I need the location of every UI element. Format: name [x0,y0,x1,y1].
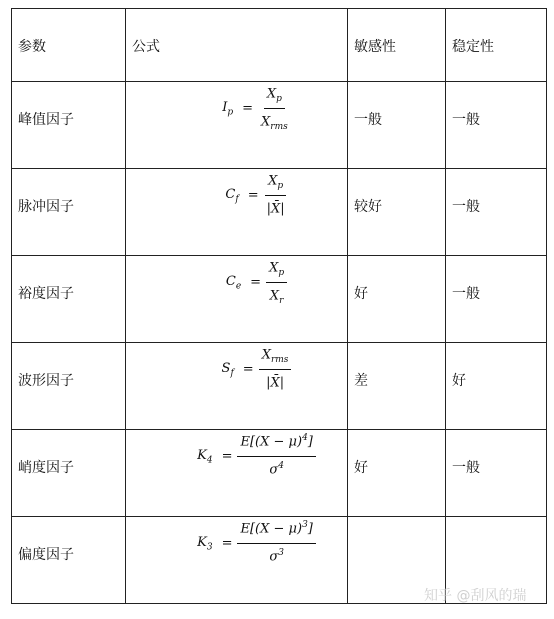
parameter-name-cell [12,256,126,343]
table-row [12,169,547,256]
formula [197,517,316,570]
sensitivity-cell [348,430,446,517]
numerator [237,517,315,544]
lhs-subscript: p [227,107,234,118]
denominator [264,196,288,222]
header-label: 敏感性 [354,39,396,55]
equals-sign: = [247,187,259,203]
denominator [266,544,287,570]
parameter-name: 峭度因子 [18,460,74,476]
formula-lhs [222,361,234,379]
numerator-superscript: 3 [302,520,308,530]
parameter-name-cell [12,82,126,169]
lhs-symbol: S [221,360,231,376]
lhs-symbol: C [225,273,236,289]
numerator-base: X [269,260,279,276]
parameter-name-cell [12,430,126,517]
header-row [12,9,547,82]
denominator-base: X [261,114,271,130]
equals-sign: = [221,448,233,464]
table-row [12,343,547,430]
watermark: 知乎 @刮风的瑞 [424,588,527,604]
denominator-subscript: r [279,295,284,306]
lhs-symbol: I [222,99,228,115]
formula [225,169,287,222]
denominator [258,109,291,135]
numerator [259,343,292,370]
numerator-subscript: rms [270,354,289,365]
sensitivity-value [348,517,445,546]
denominator [267,283,287,309]
formula-lhs [226,274,241,292]
fraction [264,169,288,222]
numerator [266,256,287,283]
fraction [237,517,315,570]
equals-sign: = [250,274,262,290]
sensitivity-cell [348,256,446,343]
formula-cell [126,169,348,256]
denominator-superscript: 4 [278,460,284,471]
fraction [266,256,287,309]
header-cell-param [12,9,126,82]
formula-lhs [197,448,212,466]
numerator-superscript: 4 [302,433,308,443]
formula-lhs [197,535,212,553]
fraction [259,343,292,396]
stability-cell [446,82,547,169]
lhs-subscript: f [230,368,234,379]
lhs-subscript: f [235,194,239,205]
numerator [264,82,285,109]
equals-sign: = [242,100,254,116]
header-cell-stability [446,9,547,82]
header-label: 公式 [132,39,160,55]
formula-cell [126,517,348,604]
lhs-subscript: e [235,281,242,292]
table-row [12,256,547,343]
denominator [263,370,287,396]
stability-value: 好 [452,373,466,389]
sensitivity-value: 一般 [354,112,382,128]
numerator-base: X [266,86,277,102]
header-cell-sensitivity [348,9,446,82]
stability-value: 一般 [452,460,480,476]
denominator-subscript: rms [270,121,288,132]
stability-cell [446,343,547,430]
parameter-name-cell [12,517,126,604]
numerator-base: X [268,173,278,189]
formula [222,343,292,396]
formula-cell [126,82,348,169]
fraction [258,82,291,135]
sensitivity-cell [348,169,446,256]
parameter-name: 脉冲因子 [18,199,74,215]
denominator-base: |X̄| [266,375,285,391]
denominator-base: X [269,288,280,304]
parameter-name: 偏度因子 [18,547,74,563]
formula-cell [126,430,348,517]
numerator-tail: ] [307,434,313,450]
sensitivity-value: 好 [354,286,368,302]
equals-sign: = [221,535,233,551]
numerator-tail: ] [307,521,313,537]
stability-value: 一般 [452,112,480,128]
parameter-name: 波形因子 [18,373,74,389]
numerator [237,430,315,457]
parameter-name: 峰值因子 [18,112,74,128]
sensitivity-value: 差 [354,373,368,389]
denominator-base: σ [269,462,279,478]
formula [222,82,291,135]
denominator-base: |X̄| [266,201,285,217]
stability-value: 一般 [452,286,480,302]
denominator-superscript: 3 [278,547,284,558]
sensitivity-value: 好 [354,460,368,476]
stability-cell [446,169,547,256]
stability-value [446,517,546,546]
denominator [266,457,287,483]
stability-value: 一般 [452,199,480,215]
lhs-subscript: 4 [206,455,213,466]
formula-cell [126,256,348,343]
parameter-name: 裕度因子 [18,286,74,302]
fraction [237,430,315,483]
lhs-subscript: 3 [206,542,213,553]
numerator-subscript: p [276,93,282,104]
formula-lhs [222,100,233,118]
equals-sign: = [242,361,254,377]
parameter-table [11,8,547,604]
formula [197,430,316,483]
numerator-base: E[(X − μ) [240,521,303,537]
numerator [265,169,286,196]
numerator-base: X [261,347,271,363]
sensitivity-cell [348,343,446,430]
sensitivity-cell [348,82,446,169]
stability-cell [446,430,547,517]
lhs-symbol: K [197,534,207,550]
stability-cell [446,256,547,343]
table-row [12,82,547,169]
header-cell-formula [126,9,348,82]
table-row [12,430,547,517]
numerator-base: E[(X − μ) [240,434,303,450]
formula-lhs [225,187,238,205]
numerator-subscript: p [278,267,285,278]
formula [226,256,287,309]
parameter-name-cell [12,169,126,256]
parameter-name-cell [12,343,126,430]
denominator-base: σ [269,549,279,565]
sensitivity-value: 较好 [354,199,382,215]
lhs-symbol: C [225,186,236,202]
header-label: 参数 [18,39,46,55]
numerator-subscript: p [277,180,284,191]
header-label: 稳定性 [452,39,494,55]
lhs-symbol: K [197,447,207,463]
formula-cell [126,343,348,430]
